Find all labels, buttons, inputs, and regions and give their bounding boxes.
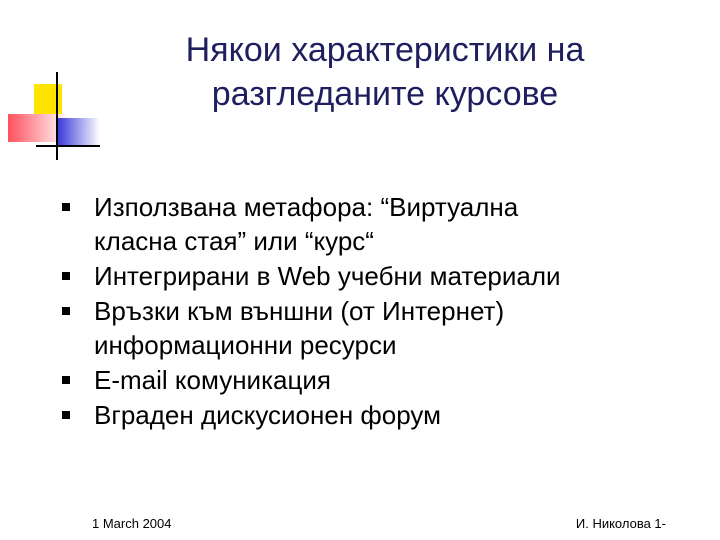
square-bullet-icon [62,376,70,384]
title-line: Някои характеристики на [185,31,585,69]
bullet-text-line: Вграден дискусионен форум [94,400,442,430]
square-bullet-icon [62,411,70,419]
title-line: разгледаните курсове [211,75,559,113]
bullet-text-line: E-mail комуникация [94,365,331,395]
bullet-item [62,363,702,397]
square-bullet-icon [62,307,70,315]
square-bullet-icon [62,203,70,211]
bullet-text-line: Връзки към външни (от Интернет) [94,296,505,326]
slide-title [150,28,620,116]
bullet-list [62,190,702,433]
bullet-text-line: Използвана метафора: “Виртуална [94,192,519,222]
footer-author: И. Николова 1- [575,516,666,531]
corner-decoration [0,0,110,170]
bullet-item [62,398,702,432]
bullet-text-line: информационни ресурси [94,330,397,360]
deco-blue-bar [58,118,100,146]
footer-date: 1 March 2004 [92,516,172,531]
square-bullet-icon [62,272,70,280]
bullet-item [62,259,702,293]
bullet-item [62,190,702,258]
bullet-text-line: Интегрирани в Web учебни материали [94,261,561,291]
bullet-item [62,294,702,362]
bullet-text-line: класна стая” или “курс“ [94,226,374,256]
